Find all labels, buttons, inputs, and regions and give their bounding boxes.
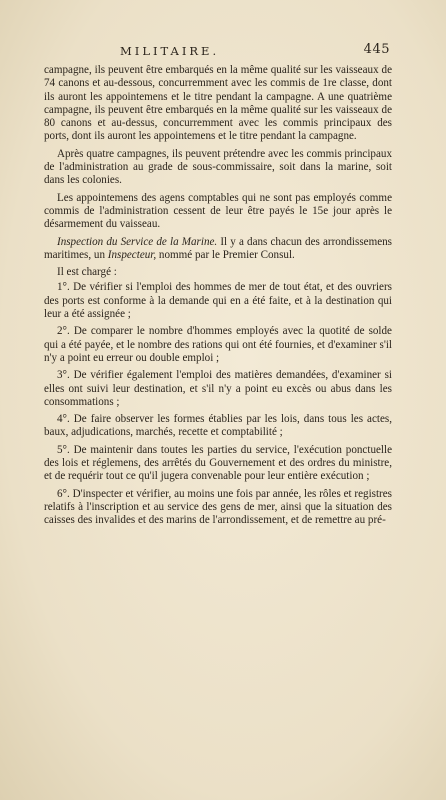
page-number: 445 [363,42,390,57]
running-title: MILITAIRE. [120,44,220,58]
paragraph-campagne-continuation: campagne, ils peuvent être embarqués en la même qualité sur les vaisseaux de 74 canons et au-dessous, concurremment avec les commis de 1re classe, dont ils auront les appointemens et le titre pendant la campagne. A une quatrième campagne, ils peuvent être embarqués en la même qualité sur les vaisseaux de 80 canons et au-dessus, concurremment avec les commis principaux des ports, dont ils auront les appointemens et le titre pendant la campagne. [44,64,392,143]
inspecteur-term: Inspecteur, [107,248,157,261]
section-title: Inspection du Service de la Marine. [57,235,218,248]
page-header [100,42,390,60]
inspection-text-b: nommé par le Premier Consul. [156,248,295,261]
paragraph-il-est-charge: Il est chargé : [57,266,117,279]
page-body [44,64,392,532]
list-item-4: 4°. De faire observer les formes établies par les lois, dans tous les actes, baux, adjudications, marchés, recette et comptabilité ; [44,413,392,439]
list-item-6: 6°. D'inspecter et vérifier, au moins une fois par année, les rôles et registres relatifs à l'inscription et au service des gens de mer, ainsi que la situation des caisses des invalides et des marins de l'arrondissement, et de remettre au pré- [44,487,392,527]
list-item-5: 5°. De maintenir dans toutes les parties du service, l'exécution ponctuelle des lois et réglemens, des arrêtés du Gouvernement et des ordres du ministre, et de requérir tout ce qu'il jugera convenable pour leur entière exécution ; [44,443,392,483]
paragraph-quatre-campagnes: Après quatre campagnes, ils peuvent prétendre avec les commis principaux de l'administration au grade de sous-commissaire, soit dans la marine, soit dans les colonies. [44,147,392,187]
inspection-text-a: Il y a dans chacun des arrondissemens maritimes, un [44,235,392,261]
list-item-1: 1°. De vérifier si l'emploi des hommes de mer de tout état, et des ouvriers des ports est conforme à la demande qui en a été faite, et à la destination qui leur a été assignée ; [44,281,392,321]
paragraph-appointemens: Les appointemens des agens comptables qui ne sont pas employés comme commis de l'administration cessent de leur être payés le 15e jour après le désarmement du vaisseau. [44,191,392,231]
list-item-2: 2°. De comparer le nombre d'hommes employés avec la quotité de solde qui a été payée, et le nombre des rations qui ont été fournies, et d'examiner s'il n'y a point eu erreur ou double emploi ; [44,325,392,364]
paragraph-inspection-heading [44,236,392,263]
list-item-3: 3°. De vérifier également l'emploi des matières demandées, d'examiner si elles ont suivi leur destination, et s'il n'y a point eu excès ou abus dans les consommations ; [44,369,392,408]
